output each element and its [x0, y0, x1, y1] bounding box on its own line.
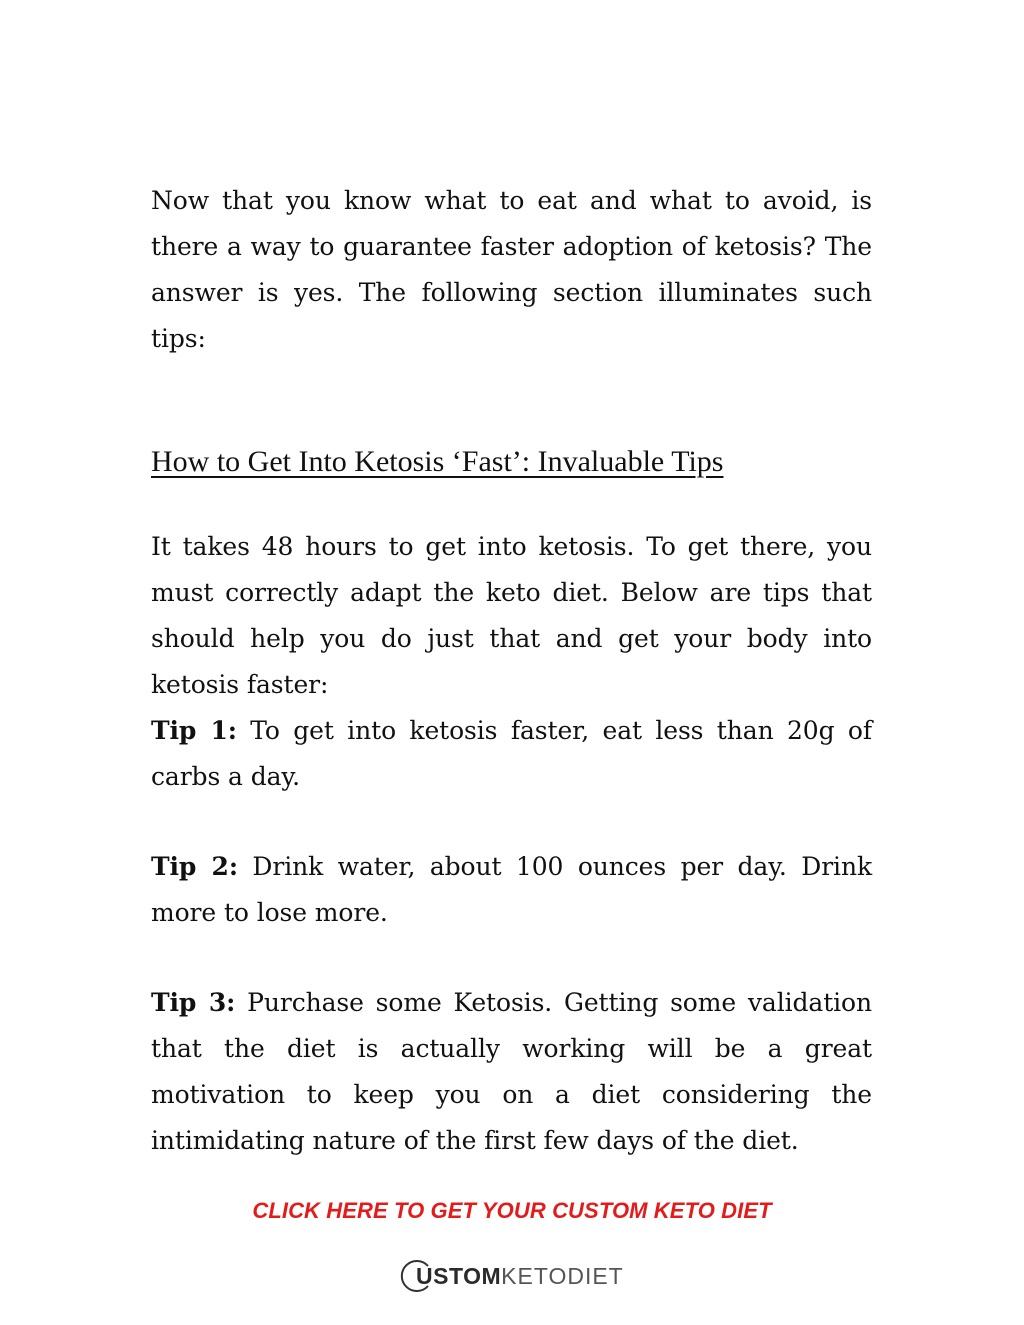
tip-3-label: Tip 3: — [151, 988, 236, 1017]
logo-text-bold: USTOM — [416, 1262, 502, 1289]
tip-2-text: Drink water, about 100 ounces per day. Drink more to lose more. — [151, 852, 872, 927]
intro-paragraph: Now that you know what to eat and what to avoid, is there a way to guarantee faster adoption of ketosis? The answer is yes. The following section illuminates such tips: — [151, 186, 872, 353]
customketodiet-logo — [398, 1254, 624, 1298]
document-body — [151, 178, 872, 1164]
cta-link[interactable]: CLICK HERE TO GET YOUR CUSTOM KETO DIET — [252, 1198, 772, 1223]
tip-1-label: Tip 1: — [151, 716, 237, 745]
tip-2 — [151, 844, 872, 936]
logo-text-light: KETODIET — [501, 1262, 624, 1289]
tip-1 — [151, 708, 872, 800]
section-heading: How to Get Into Ketosis ‘Fast’: Invaluable Tips — [151, 445, 724, 478]
body-paragraph: It takes 48 hours to get into ketosis. To get there, you must correctly adapt the keto diet. Below are tips that should help you do just that and get your body into ketosis faster: — [151, 532, 872, 699]
tip-3-text: Purchase some Ketosis. Getting some validation that the diet is actually working will be a great motivation to keep you on a diet considering the intimidating nature of the first few days of the diet. — [151, 988, 872, 1155]
tip-1-text: To get into ketosis faster, eat less than 20g of carbs a day. — [151, 716, 872, 791]
tip-3 — [151, 980, 872, 1164]
tip-2-label: Tip 2: — [151, 852, 238, 881]
